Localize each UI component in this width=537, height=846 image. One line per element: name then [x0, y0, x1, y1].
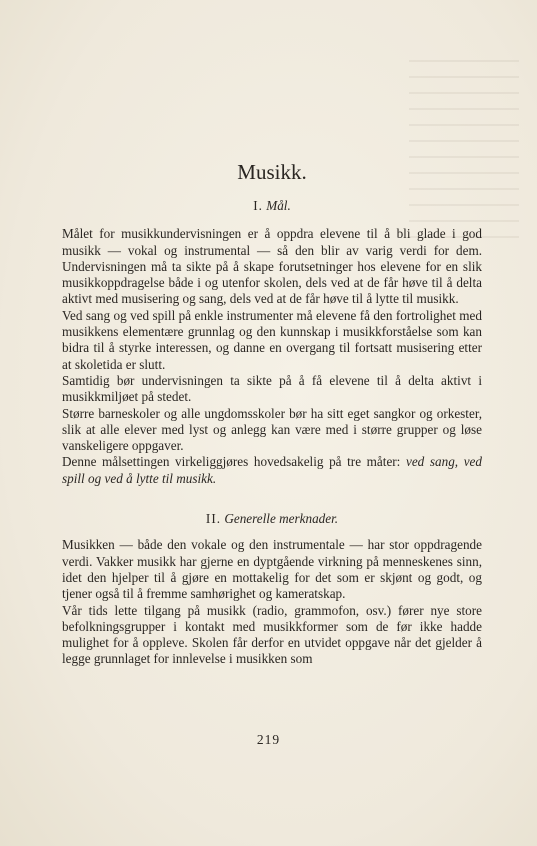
page-title: Musikk. — [237, 160, 307, 184]
section-heading-1 — [62, 198, 482, 214]
paragraph-lead: Denne målsettingen virkeliggjøres hovedsakelig på tre måter: — [62, 454, 406, 470]
section-title-2: Generelle merknader. — [224, 511, 339, 527]
section-heading-2 — [62, 511, 482, 527]
paragraph: Målet for musikkundervisningen er å oppdra elevene til å bli glade i god musikk — vokal og instrumental — så den blir av varig verdi for dem. Undervisningen må ta sikte på å skape forutsetninger hos elevene for en slik musikkoppdragelse både i og utenfor skolen, dels ved at de får høve til å delta aktivt med musisering og sang, dels ved at de får høve til å lytte til musikk. — [62, 226, 482, 307]
page-number: 219 — [256, 732, 281, 747]
section-title-1: Mål. — [266, 198, 291, 213]
paragraph: Musikken — både den vokale og den instrumentale — har stor oppdragende verdi. Vakker musikk har gjerne en dyptgående virkning på menneskenes sinn, idet den hjelper til å gjøre en mottakelig for det som er skjønt og godt, og tjener også til å fremme samhørighet og kameratskap. — [62, 537, 482, 602]
paragraph: Større barneskoler og alle ungdomsskoler bør ha sitt eget sangkor og orkester, slik at alle elever med lyst og anlegg kan være med i større grupper og løse vanskeligere oppgaver. — [62, 405, 482, 454]
section-number-1: I. — [253, 198, 263, 213]
paragraph-methods — [62, 454, 482, 487]
paragraph: Samtidig bør undervisningen ta sikte på å få elevene til å delta aktivt i musikkmiljøet på stedet. — [62, 372, 482, 405]
page-text — [62, 160, 482, 668]
section-number-2: II. — [205, 511, 222, 527]
paragraph: Ved sang og ved spill på enkle instrumenter må elevene få den fortrolighet med musikkens elementære grunnlag og den kunnskap i musikkforståelse som kan bidra til å styrke interessen, og danne en overgang til fortsatt musisering etter at skoletida er slutt. — [62, 307, 482, 372]
paragraph-emphasis: ved sang, ved spill og ved å lytte til musikk. — [62, 454, 483, 486]
paragraph: Vår tids lette tilgang på musikk (radio, grammofon, osv.) fører nye store befolkningsgrupper i kontakt med musikkformer som de før ikke hadde mulighet for å oppleve. Skolen får derfor en utvidet oppgave når det gjelder å legge grunnlaget for innlevelse i musikken som — [62, 602, 482, 667]
